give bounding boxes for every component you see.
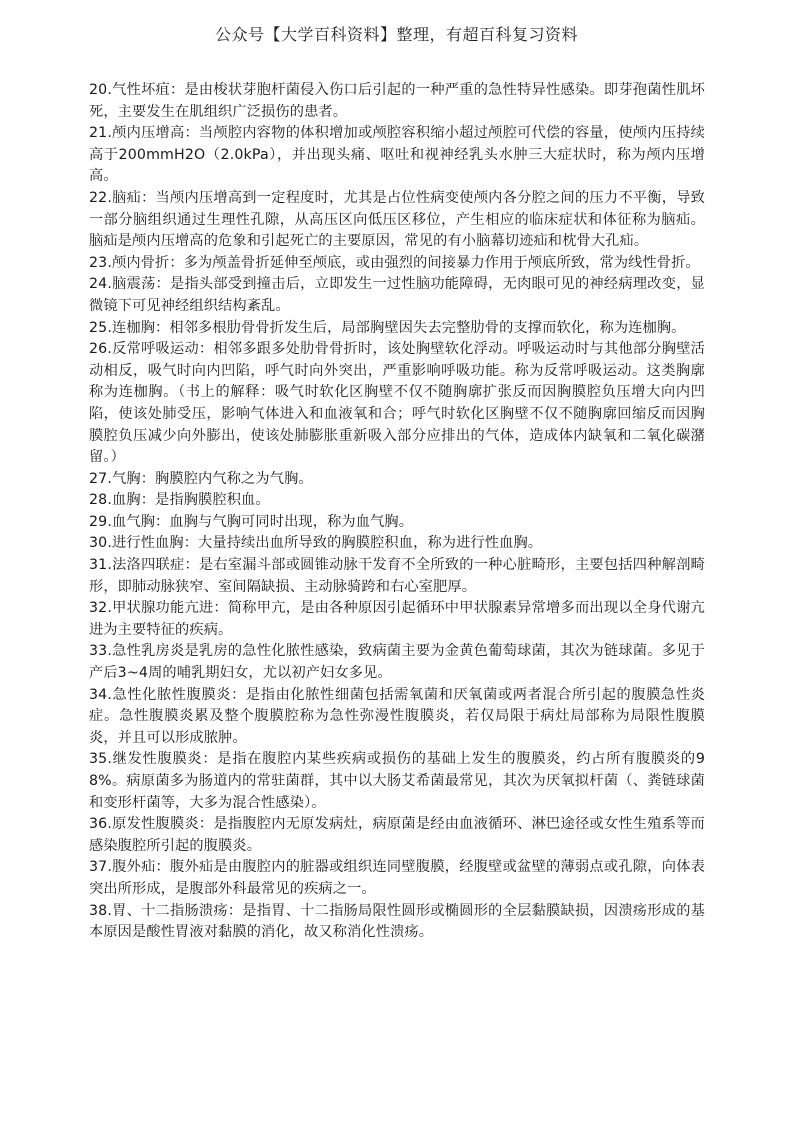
definition-paragraph: 27.气胸：胸膜腔内气称之为气胸。 xyxy=(89,470,313,487)
definition-paragraph: 29.血气胸：血胸与气胸可同时出现，称为血气胸。 xyxy=(89,513,414,530)
definition-paragraph: 33.急性乳房炎是乳房的急性化脓性感染，致病菌主要为金黄色葡萄球菌，其次为链球菌。多见于产后3~4周的哺乳期妇女，尤以初产妇女多见。 xyxy=(89,643,705,682)
definition-paragraph: 35.继发性腹膜炎：是指在腹腔内某些疾病或损伤的基础上发生的腹膜炎，约占所有腹膜炎的98%。病原菌多为肠道内的常驻菌群，其中以大肠艾希菌最常见，其次为厌氧拟杆菌（、粪链球菌和变形杆菌等，大多为混合性感染）。 xyxy=(89,751,705,811)
definition-paragraph: 24.脑震荡：是指头部受到撞击后，立即发生一过性脑功能障碍，无肉眼可见的神经病理改变，显微镜下可见神经组织结构紊乱。 xyxy=(89,276,705,314)
definition-paragraph: 31.法洛四联症：是右室漏斗部或圆锥动脉干发育不全所致的一种心脏畸形，主要包括四种解剖畸形，即肺动脉狭窄、室间隔缺损、主动脉骑跨和右心室肥厚。 xyxy=(89,557,705,595)
definition-paragraph: 28.血胸：是指胸膜腔积血。 xyxy=(89,492,270,509)
definition-paragraph: 25.连枷胸：相邻多根肋骨骨折发生后，局部胸壁因失去完整肋骨的支撑而软化，称为连枷胸。 xyxy=(89,319,686,336)
definition-paragraph: 30.进行性血胸：大量持续出血所导致的胸膜腔积血，称为进行性血胸。 xyxy=(89,535,543,552)
definition-paragraph: 34.急性化脓性腹膜炎：是指由化脓性细菌包括需氧菌和厌氧菌或两者混合所引起的腹膜急性炎症。急性腹膜炎累及整个腹膜腔称为急性弥漫性腹膜炎，若仅局限于病灶局部称为局限性腹膜炎，并且可以形成脓肿。 xyxy=(89,686,705,746)
definition-paragraph: 23.颅内骨折：多为颅盖骨折延伸至颅底，或由强烈的间接暴力作用于颅底所致，常为线性骨折。 xyxy=(89,254,700,271)
page-header: 公众号【大学百科资料】整理，有超百科复习资料 xyxy=(214,25,578,44)
document-body xyxy=(89,80,705,944)
definition-paragraph: 38.胃、十二指肠溃疡：是指胃、十二指肠局限性圆形或椭圆形的全层黏膜缺损，因溃疡形成的基本原因是酸性胃液对黏膜的消化，故又称消化性溃疡。 xyxy=(89,902,705,941)
definition-paragraph: 32.甲状腺功能亢进：简称甲亢，是由各种原因引起循环中甲状腺素异常增多而出现以全身代谢亢进为主要特征的疾病。 xyxy=(89,600,705,638)
definition-paragraph: 22.脑疝：当颅内压增高到一定程度时，尤其是占位性病变使颅内各分腔之间的压力不平衡，导致一部分脑组织通过生理性孔隙，从高压区向低压区移位，产生相应的临床症状和体征称为脑疝。脑疝是颅内压增高的危象和引起死亡的主要原因，常见的有小脑幕切迹疝和枕骨大孔疝。 xyxy=(89,189,705,250)
definition-paragraph: 21.颅内压增高：当颅腔内容物的体积增加或颅腔容积缩小超过颅腔可代偿的容量，使颅内压持续高于200mmH2O（2.0kPa），并出现头痛、呕吐和视神经乳头水肿三大症状时，称为颅内压增高。 xyxy=(89,125,705,185)
definition-paragraph: 37.腹外疝：腹外疝是由腹腔内的脏器或组织连同壁腹膜，经腹壁或盆壁的薄弱点或孔隙，向体表突出所形成，是腹部外科最常见的疾病之一。 xyxy=(89,859,705,897)
definition-paragraph: 20.气性坏疽：是由梭状芽胞杆菌侵入伤口后引起的一种严重的急性特异性感染。即芽孢菌性肌坏死，主要发生在肌组织广泛损伤的患者。 xyxy=(89,82,705,120)
definition-paragraph: 36.原发性腹膜炎：是指腹腔内无原发病灶，病原菌是经由血液循环、淋巴途径或女性生殖系等而感染腹腔所引起的腹膜炎。 xyxy=(89,816,705,854)
definition-paragraph: 26.反常呼吸运动：相邻多跟多处肋骨骨折时，该处胸壁软化浮动。呼吸运动时与其他部分胸壁活动相反，吸气时向内凹陷，呼气时向外突出，严重影响呼吸功能。称为反常呼吸运动。这类胸廓称为连枷胸。（书上的解释：吸气时软化区胸壁不仅不随胸廓扩张反而因胸膜腔负压增大向内凹陷，使该处肺受压，影响气体进入和血液氧和合；呼气时软化区胸壁不仅不随胸廓回缩反而因胸膜腔负压减少向外膨出，使该处肺膨胀重新吸入部分应排出的气体，造成体内缺氧和二氧化碳潴留。） xyxy=(89,341,705,466)
